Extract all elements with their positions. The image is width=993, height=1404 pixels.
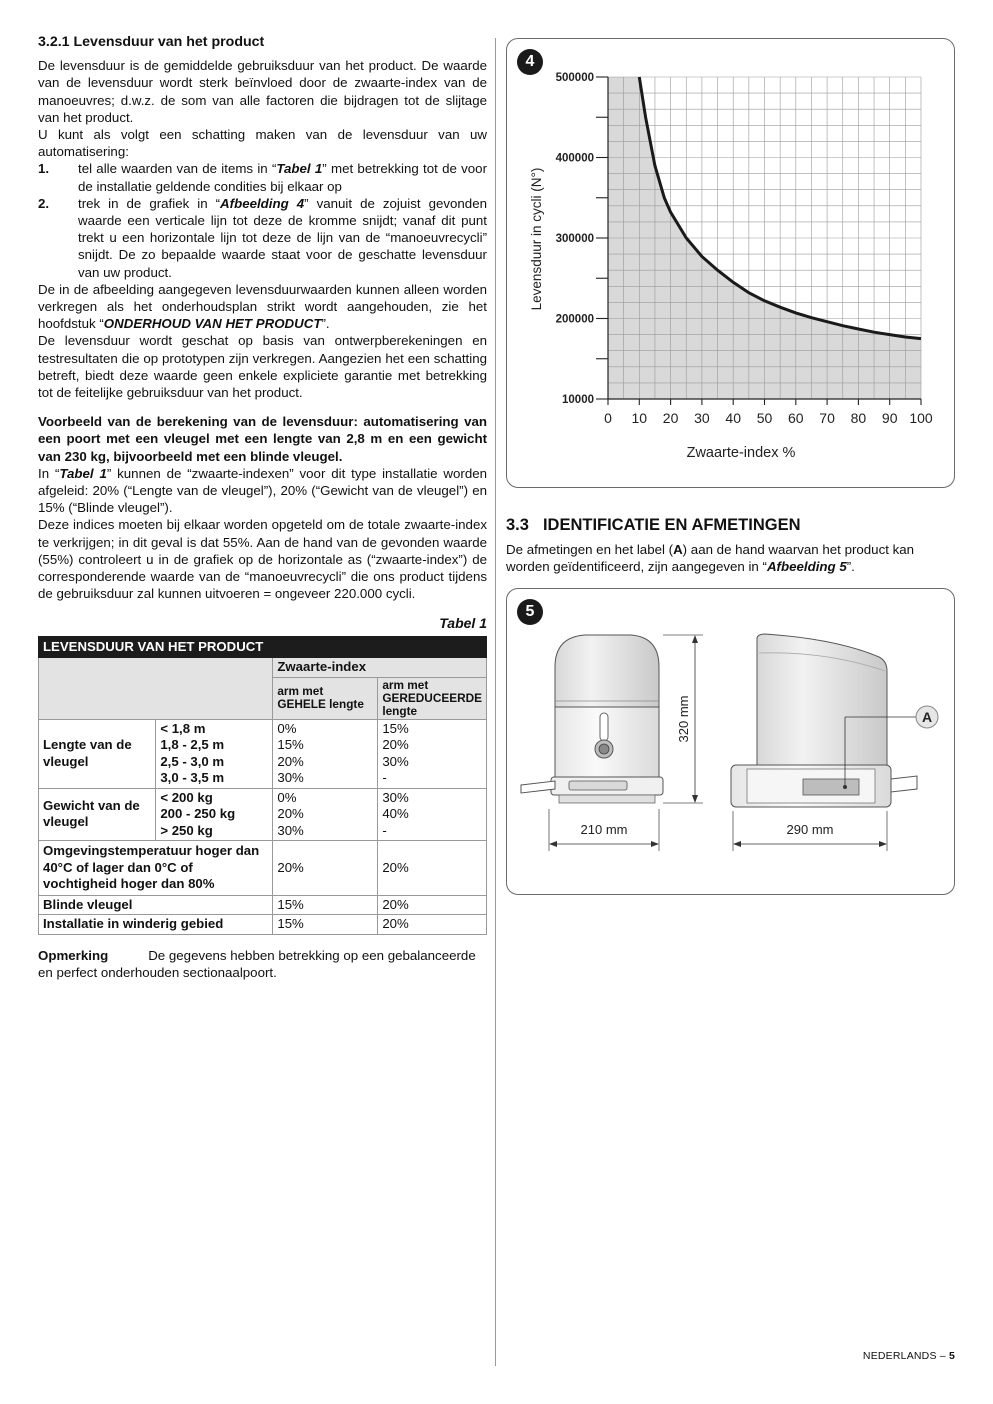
table-cell xyxy=(378,788,487,841)
value: - xyxy=(382,822,387,838)
figure-reference: Afbeelding 5 xyxy=(766,559,847,575)
col-header-reduced-arm: arm met GEREDUCEERDE lengte xyxy=(378,677,487,719)
value: 40% xyxy=(382,806,409,822)
footer-language: NEDERLANDS – xyxy=(862,1350,949,1362)
label-a: A xyxy=(921,709,933,725)
value: 15% xyxy=(273,915,378,935)
table-row xyxy=(39,719,487,788)
y-tick-label: 200000 xyxy=(555,313,594,326)
paragraph: De levensduur is de gemiddelde gebruiksduur van het product. De waarde van de levensduur wordt sterk beïnvloed door de zwaarte-index van de manoeuvres; d.w.z. de som van alle factoren die bijdragen tot de slijtage van het product. xyxy=(38,58,487,125)
row-label: Installatie in winderig gebied xyxy=(39,915,273,935)
note-label: Opmerking xyxy=(38,947,109,963)
note xyxy=(38,947,487,981)
condition: 200 - 250 kg xyxy=(160,806,236,822)
table-cell xyxy=(156,788,273,841)
lifetime-table xyxy=(38,636,487,935)
condition: 1,8 - 2,5 m xyxy=(160,737,225,753)
value: 0% xyxy=(277,789,297,805)
figure-4-frame xyxy=(506,38,955,488)
text: De in de afbeelding aangegeven levensduurwaarden kunnen alleen worden verkregen als het onderhoudsplan strikt wordt aangehouden, zie het hoofdstuk “ xyxy=(38,281,487,332)
list-item xyxy=(38,160,487,194)
text: ” kunnen de “zwaarte-indexen” voor dit type installatie worden afgeleid: 20% (“Lengte van de vleugel”), 20% (“Gewicht van de vleugel”) en 15% (“Blinde vleugel”). xyxy=(38,465,488,516)
table-cell xyxy=(156,719,273,788)
height-dimension xyxy=(663,635,703,803)
steps-list xyxy=(38,160,487,280)
table-reference: Tabel 1 xyxy=(59,465,107,481)
value: 20% xyxy=(378,895,487,915)
x-tick-label: 50 xyxy=(756,410,773,426)
side-width-label: 290 mm xyxy=(786,822,834,837)
text: ) aan de hand waarvan het product kan worden geïdentificeerd, zijn aangegeven in “ xyxy=(506,542,915,575)
note-text: De gegevens hebben betrekking op een gebalanceerde en perfect onderhouden sectionaalpoort. xyxy=(38,947,476,980)
figure-reference: Afbeelding 4 xyxy=(220,195,305,211)
paragraph xyxy=(38,465,487,517)
section-heading: 3.2.1 Levensduur van het product xyxy=(38,34,265,50)
value: 20% xyxy=(378,915,487,935)
value: 20% xyxy=(277,806,304,822)
y-tick-label: 10000 xyxy=(562,394,594,406)
identification-label-plate xyxy=(803,779,859,795)
figure-badge: 5 xyxy=(517,599,543,625)
table-cell xyxy=(378,719,487,788)
motor-side-view xyxy=(731,634,938,807)
table-header-row xyxy=(39,636,487,658)
text: ” vanuit de zojuist gevonden waarde een verticale lijn tot deze de kromme snijdt; vanaf dit punt trekt u een horizontale lijn tot deze de lijn van de “manoeuvrecycli” snijdt. De zo bepaalde waarde staat voor de geschatte levensduur van uw product. xyxy=(78,195,487,280)
table-row xyxy=(39,658,487,678)
x-tick-label: 30 xyxy=(694,410,710,426)
table-cell xyxy=(273,719,378,788)
y-tick-label: 400000 xyxy=(555,152,594,165)
text: trek in de grafiek in “ xyxy=(78,195,221,211)
table-row xyxy=(39,788,487,841)
y-ticks xyxy=(556,72,608,406)
list-item xyxy=(38,195,487,281)
step-number: 2. xyxy=(38,195,50,211)
x-tick-label: 80 xyxy=(850,410,867,426)
row-label: Omgevingstemperatuur hoger dan 40°C of lager dan 0°C of vochtigheid hoger dan 80% xyxy=(39,841,273,896)
value: 15% xyxy=(273,895,378,915)
left-column xyxy=(38,34,487,981)
text: De afmetingen en het label ( xyxy=(506,542,674,557)
paragraph: Deze indices moeten bij elkaar worden opgeteld om de totale zwaarte-index te verkrijgen; in dit geval is dat 55%. Aan de hand van de gevonden waarde (55%) controleert u in de grafiek op de horizontale as (“zwaarte-index”) de corresponderende waarde van de “manoeuvrecycli” die ons product tijdens de gebruiksduur zal kunnen uitvoeren = ongeveer 220.000 cycli. xyxy=(38,517,487,602)
value: - xyxy=(382,770,387,786)
value: 30% xyxy=(382,753,409,769)
text: ”. xyxy=(846,559,855,575)
front-width-dimension xyxy=(549,809,659,851)
x-tick-label: 70 xyxy=(819,410,835,426)
page-footer xyxy=(863,1350,955,1362)
section-title: IDENTIFICATIE EN AFMETINGEN xyxy=(542,516,801,534)
value: 20% xyxy=(378,841,487,896)
motor-front-view xyxy=(521,635,663,803)
y-tick-label: 300000 xyxy=(555,233,594,245)
table-cell xyxy=(39,658,273,720)
paragraph: De levensduur wordt geschat op basis van ontwerpberekeningen en testresultaten die op prototypen zijn verkregen. Aangezien het een schatting betreft, biedt deze waarde geen enkele expliciete garantie met betrekking tot de feitelijke gebruiksduur van het product. xyxy=(38,333,487,401)
label-reference: A xyxy=(673,542,683,557)
y-tick-label: 500000 xyxy=(555,72,594,84)
example-heading: Voorbeeld van de berekening van de levensduur: automatisering van een poort met een vleugel met een lengte van 2,8 m en een gewicht van 230 kg, bijvoorbeeld met een blinde vleugel. xyxy=(38,414,487,464)
condition: < 1,8 m xyxy=(160,720,206,736)
x-axis-label: Zwaarte-index % xyxy=(686,445,796,461)
x-tick-label: 60 xyxy=(788,410,804,426)
text: tel alle waarden van de items in “ xyxy=(78,161,277,177)
front-width-label: 210 mm xyxy=(580,822,628,837)
y-axis-label: Levensduur in cycli (N°) xyxy=(529,167,544,311)
table-caption: Tabel 1 xyxy=(439,614,487,631)
col-header-full-arm: arm met GEHELE lengte xyxy=(273,677,378,719)
step-number: 1. xyxy=(38,161,50,177)
x-tick-label: 90 xyxy=(881,410,898,426)
chart-grid xyxy=(608,77,921,399)
x-tick-label: 10 xyxy=(631,410,648,426)
value: 15% xyxy=(277,737,304,753)
x-tick-label: 40 xyxy=(725,410,741,426)
table-row xyxy=(39,895,487,915)
value: 20% xyxy=(277,753,304,769)
table-row xyxy=(39,841,487,896)
table-header: LEVENSDUUR VAN HET PRODUCT xyxy=(39,636,487,658)
value: 15% xyxy=(382,720,409,736)
section-number: 3.3 xyxy=(506,516,529,534)
row-label: Lengte van de vleugel xyxy=(39,719,156,788)
column-divider xyxy=(495,38,496,1366)
value: 20% xyxy=(273,841,378,896)
condition: 3,0 - 3,5 m xyxy=(160,770,225,786)
text: In “ xyxy=(38,465,60,481)
height-label: 320 mm xyxy=(676,695,691,743)
value: 30% xyxy=(277,822,304,838)
x-tick-label: 20 xyxy=(662,410,679,426)
dimensions-drawing xyxy=(507,589,954,894)
row-label: Blinde vleugel xyxy=(39,895,273,915)
x-tick-label: 0 xyxy=(604,410,612,426)
page-number: 5 xyxy=(948,1350,955,1362)
condition: > 250 kg xyxy=(160,822,213,838)
text: ” met betrekking tot de voor de installatie geldende condities bij elkaar op xyxy=(78,161,488,194)
table-cell xyxy=(273,788,378,841)
section-heading-3-3 xyxy=(506,516,801,535)
value: 0% xyxy=(277,720,297,736)
text: ”. xyxy=(321,316,330,332)
paragraph xyxy=(506,541,953,575)
figure-badge: 4 xyxy=(517,49,543,75)
paragraph xyxy=(38,281,487,333)
lifetime-chart xyxy=(507,39,954,487)
x-tick-label: 100 xyxy=(909,410,933,426)
condition: < 200 kg xyxy=(160,789,213,805)
value: 30% xyxy=(382,789,409,805)
paragraph: U kunt als volgt een schatting maken van de levensduur van uw automatisering: xyxy=(38,127,487,160)
chapter-reference: ONDERHOUD VAN HET PRODUCT xyxy=(103,316,322,332)
condition: 2,5 - 3,0 m xyxy=(160,753,225,769)
figure-5-frame xyxy=(506,588,955,895)
value: 20% xyxy=(382,737,409,753)
row-label: Gewicht van de vleugel xyxy=(39,788,156,841)
value: 30% xyxy=(277,770,304,786)
zwaarte-header: Zwaarte-index xyxy=(273,658,487,678)
side-width-dimension xyxy=(733,811,887,851)
x-ticks xyxy=(604,399,933,426)
table-row xyxy=(39,915,487,935)
table-reference: Tabel 1 xyxy=(276,161,323,177)
